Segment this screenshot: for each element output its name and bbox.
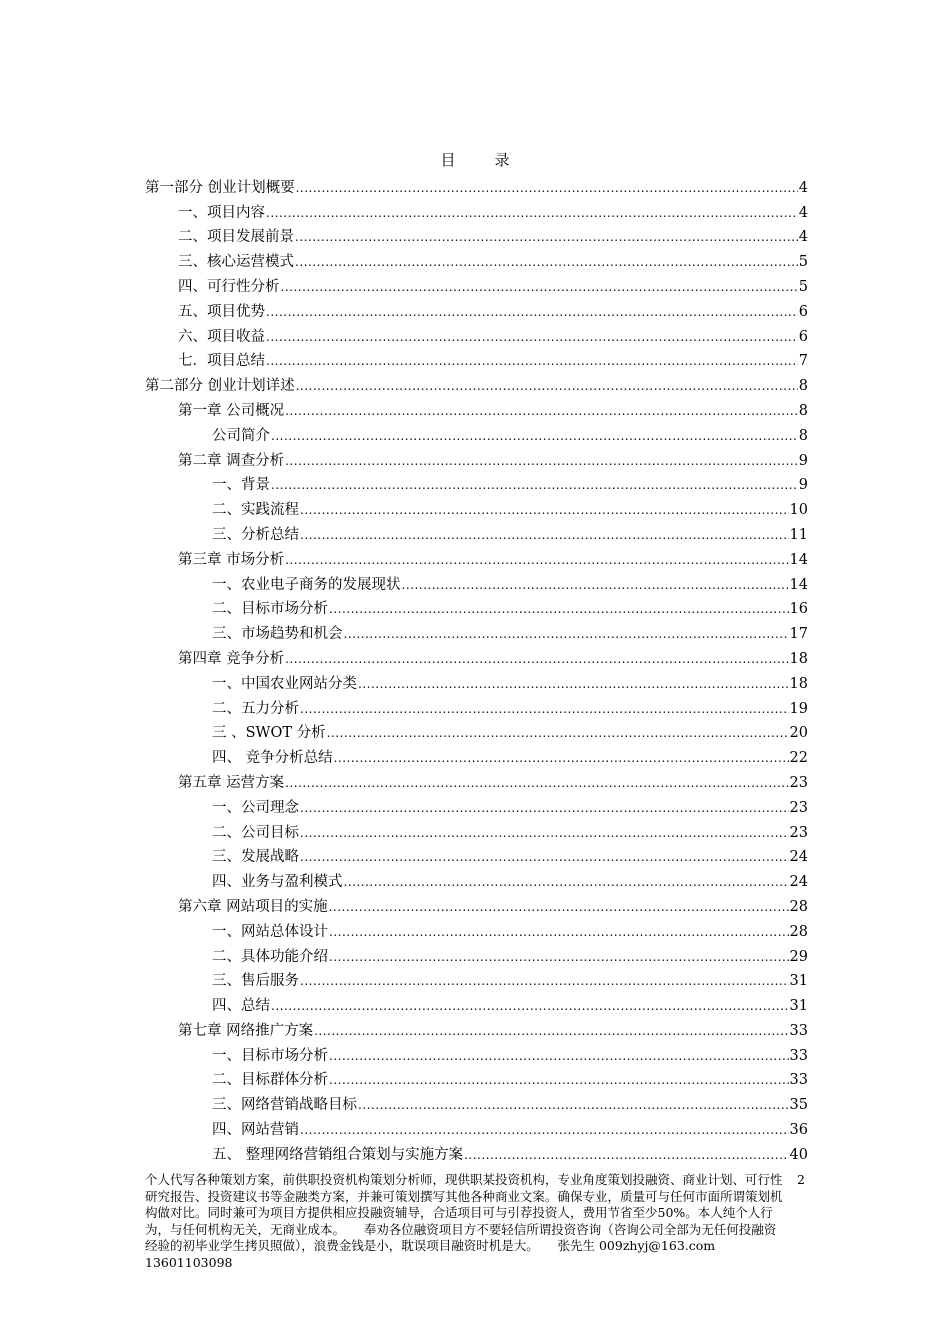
toc-entry-label: 六、项目收益	[178, 328, 265, 345]
toc-entry[interactable]	[145, 942, 808, 967]
toc-leader-dots	[296, 178, 798, 198]
toc-entry[interactable]	[145, 694, 808, 719]
toc-leader-dots	[300, 971, 789, 991]
toc-entry[interactable]	[145, 223, 808, 248]
toc-leader-dots	[464, 1145, 788, 1165]
toc-entry[interactable]	[145, 173, 808, 198]
toc-leader-dots	[285, 451, 798, 471]
toc-entry-page: 16	[789, 601, 808, 618]
toc-entry-label: 一、公司理念	[212, 799, 299, 816]
toc-entry[interactable]	[145, 545, 808, 570]
toc-entry[interactable]	[145, 1066, 808, 1091]
toc-entry-label: 三、发展战略	[212, 849, 299, 866]
toc-leader-dots	[329, 1070, 789, 1090]
toc-leader-dots	[300, 1120, 789, 1140]
toc-leader-dots	[329, 1046, 789, 1066]
toc-leader-dots	[300, 847, 789, 867]
toc-entry-label: 公司简介	[212, 427, 270, 444]
toc-entry[interactable]	[145, 297, 808, 322]
toc-leader-dots	[344, 872, 789, 892]
toc-leader-dots	[358, 1095, 789, 1115]
toc-entry-label: 第六章 网站项目的实施	[178, 898, 328, 915]
toc-entry-page: 8	[798, 378, 808, 395]
toc-entry-label: 三、分析总结	[212, 526, 299, 543]
toc-entry[interactable]	[145, 1016, 808, 1041]
toc-entry[interactable]	[145, 1041, 808, 1066]
toc-leader-dots	[402, 575, 789, 595]
toc-entry-page: 18	[789, 675, 808, 692]
toc-entry[interactable]	[145, 595, 808, 620]
toc-entry-label: 三、市场趋势和机会	[212, 626, 343, 643]
toc-leader-dots	[329, 922, 789, 942]
toc-leader-dots	[344, 624, 789, 644]
toc-entry-page: 28	[789, 923, 808, 940]
toc-entry[interactable]	[145, 644, 808, 669]
toc-entry-page: 23	[789, 774, 808, 791]
toc-leader-dots	[285, 649, 788, 669]
toc-leader-dots	[295, 227, 798, 247]
toc-entry-label: 一、背景	[212, 477, 270, 494]
footer-note: 个人代写各种策划方案，前供职投资机构策划分析师，现供职某投资机构，专业角度策划投融资、商业计划、可行性研究报告、投资建议书等金融类方案，并兼可策划撰写其他各种商业文案。确保专业，质量可与任何市面所谓策划机构做对比。同时兼可为项目方提供相应投融资辅导，合适项目可与引荐投资人，费用节省至少50%。本人纯个人行为，与任何机构无关，无商业成本。 奉劝各位融资项目方不要轻信所谓投资咨询（咨询公司全部为无任何投融资经验的初毕业学生拷贝照做），浪费金钱是小，耽误项目融资时机是大。 张先生 009zhyj@163.com 13601103098	[145, 1172, 783, 1270]
toc-leader-dots	[300, 525, 789, 545]
toc-entry-label: 一、项目内容	[178, 204, 265, 221]
toc-leader-dots	[329, 947, 789, 967]
toc-entry-page: 22	[789, 750, 808, 767]
toc-leader-dots	[327, 723, 789, 743]
toc-entry-label: 四、 竞争分析总结	[212, 750, 333, 767]
toc-entry[interactable]	[145, 619, 808, 644]
toc-entry[interactable]	[145, 198, 808, 223]
toc-entry[interactable]	[145, 917, 808, 942]
toc-entry[interactable]	[145, 743, 808, 768]
toc-entry[interactable]	[145, 1140, 808, 1165]
toc-entry[interactable]	[145, 446, 808, 471]
toc-leader-dots	[266, 203, 798, 223]
toc-entry-page: 4	[798, 229, 808, 246]
toc-entry-page: 14	[789, 576, 808, 593]
toc-leader-dots	[266, 327, 798, 347]
toc-entry-page: 33	[789, 1047, 808, 1064]
toc-entry-page: 4	[798, 179, 808, 196]
toc-leader-dots	[334, 748, 789, 768]
toc-entry-label: 四、网站营销	[212, 1122, 299, 1139]
toc-entry-page: 11	[789, 526, 808, 543]
toc-entry-page: 5	[798, 278, 808, 295]
toc-entry-page: 24	[789, 849, 808, 866]
toc-entry[interactable]	[145, 570, 808, 595]
toc-entry[interactable]	[145, 421, 808, 446]
toc-entry-page: 29	[789, 948, 808, 965]
toc-leader-dots	[314, 1021, 788, 1041]
toc-entry[interactable]	[145, 768, 808, 793]
toc-entry-page: 9	[798, 477, 808, 494]
page-number: 2	[797, 1172, 805, 1187]
toc-entry-page: 40	[789, 1146, 808, 1163]
toc-entry-page: 36	[789, 1122, 808, 1139]
toc-entry-page: 7	[798, 353, 808, 370]
toc-leader-dots	[271, 426, 798, 446]
toc-entry-page: 10	[789, 502, 808, 519]
toc-entry[interactable]	[145, 892, 808, 917]
toc-entry-label: 二、公司目标	[212, 824, 299, 841]
toc-entry-page: 23	[789, 799, 808, 816]
toc-entry-page: 14	[789, 551, 808, 568]
toc-entry-page: 8	[798, 402, 808, 419]
toc-entry-page: 28	[789, 898, 808, 915]
toc-leader-dots	[300, 500, 789, 520]
toc-leader-dots	[300, 699, 789, 719]
toc-leader-dots	[285, 401, 798, 421]
toc-entry-label: 七．项目总结	[178, 353, 265, 370]
toc-entry[interactable]	[145, 371, 808, 396]
toc-entry[interactable]	[145, 520, 808, 545]
toc-leader-dots	[300, 798, 789, 818]
toc-entry-label: 三、售后服务	[212, 973, 299, 990]
toc-entry-label: 二、实践流程	[212, 502, 299, 519]
toc-entry-page: 9	[798, 452, 808, 469]
toc-entry-label: 第七章 网络推广方案	[178, 1022, 314, 1039]
toc-entry[interactable]	[145, 247, 808, 272]
toc-entry-page: 19	[789, 700, 808, 717]
toc-entry-label: 一、目标市场分析	[212, 1047, 328, 1064]
toc-entry-label: 二、项目发展前景	[178, 229, 294, 246]
toc-entry-label: 第一部分 创业计划概要	[145, 179, 295, 196]
toc-entry-page: 4	[798, 204, 808, 221]
toc-leader-dots	[329, 897, 789, 917]
toc-entry-label: 第三章 市场分析	[178, 551, 285, 568]
toc-entry-label: 二、目标群体分析	[212, 1072, 328, 1089]
toc-entry-page: 24	[789, 874, 808, 891]
toc-entry[interactable]	[145, 471, 808, 496]
toc-leader-dots	[329, 599, 789, 619]
toc-entry[interactable]	[145, 495, 808, 520]
toc-entry-page: 17	[789, 626, 808, 643]
toc-entry-page: 8	[798, 427, 808, 444]
toc-entry[interactable]	[145, 991, 808, 1016]
toc-entry[interactable]	[145, 272, 808, 297]
toc-entry-label: 一、网站总体设计	[212, 923, 328, 940]
toc-leader-dots	[271, 996, 789, 1016]
toc-entry-label: 三、网络营销战略目标	[212, 1097, 357, 1114]
toc-entry-label: 二、目标市场分析	[212, 601, 328, 618]
toc-entry-page: 31	[789, 973, 808, 990]
toc-entry-label: 四、业务与盈利模式	[212, 874, 343, 891]
toc-entry-page: 23	[789, 824, 808, 841]
toc-leader-dots	[271, 475, 798, 495]
toc-entry-label: 五、项目优势	[178, 303, 265, 320]
toc-entry[interactable]	[145, 347, 808, 372]
toc-entry[interactable]	[145, 793, 808, 818]
toc-entry[interactable]	[145, 669, 808, 694]
toc-entry-label: 一、农业电子商务的发展现状	[212, 576, 401, 593]
toc-leader-dots	[281, 277, 798, 297]
toc-entry-page: 33	[789, 1072, 808, 1089]
toc-entry-label: 第一章 公司概况	[178, 402, 285, 419]
toc-leader-dots	[295, 252, 798, 272]
toc-entry-page: 35	[789, 1097, 808, 1114]
toc-entry-label: 四、可行性分析	[178, 278, 280, 295]
toc-entry[interactable]	[145, 1090, 808, 1115]
toc-leader-dots	[300, 823, 789, 843]
toc-leader-dots	[285, 773, 788, 793]
toc-entry[interactable]	[145, 719, 808, 744]
toc-leader-dots	[266, 351, 798, 371]
toc-entry-label: 三、核心运营模式	[178, 254, 294, 271]
toc-entry-page: 31	[789, 998, 808, 1015]
toc-leader-dots	[296, 376, 798, 396]
toc-leader-dots	[285, 550, 788, 570]
toc-entry-label: 一、中国农业网站分类	[212, 675, 357, 692]
toc-entry-page: 33	[789, 1022, 808, 1039]
toc-entry[interactable]	[145, 818, 808, 843]
toc-leader-dots	[266, 302, 798, 322]
toc-title: 目 录	[440, 151, 522, 169]
toc-entry-label: 五、 整理网络营销组合策划与实施方案	[212, 1146, 464, 1163]
toc-entry-page: 6	[798, 303, 808, 320]
toc-leader-dots	[358, 674, 789, 694]
toc-entry-label: 第二部分 创业计划详述	[145, 378, 295, 395]
toc-entry[interactable]	[145, 867, 808, 892]
toc-entry-label: 第二章 调查分析	[178, 452, 285, 469]
toc-entry-page: 20	[789, 725, 808, 742]
toc-entry-label: 四、总结	[212, 998, 270, 1015]
toc-entry-label: 第四章 竞争分析	[178, 650, 285, 667]
toc-entry[interactable]	[145, 1115, 808, 1140]
toc-entry[interactable]	[145, 396, 808, 421]
toc-entry-label: 第五章 运营方案	[178, 774, 285, 791]
table-of-contents	[145, 173, 808, 1165]
toc-entry-label: 二、五力分析	[212, 700, 299, 717]
toc-entry-page: 18	[789, 650, 808, 667]
toc-entry[interactable]	[145, 967, 808, 992]
toc-entry[interactable]	[145, 843, 808, 868]
toc-entry-page: 5	[798, 254, 808, 271]
toc-entry[interactable]	[145, 322, 808, 347]
toc-entry-page: 6	[798, 328, 808, 345]
toc-entry-label: 三 、SWOT 分析	[212, 725, 326, 742]
toc-entry-label: 二、具体功能介绍	[212, 948, 328, 965]
